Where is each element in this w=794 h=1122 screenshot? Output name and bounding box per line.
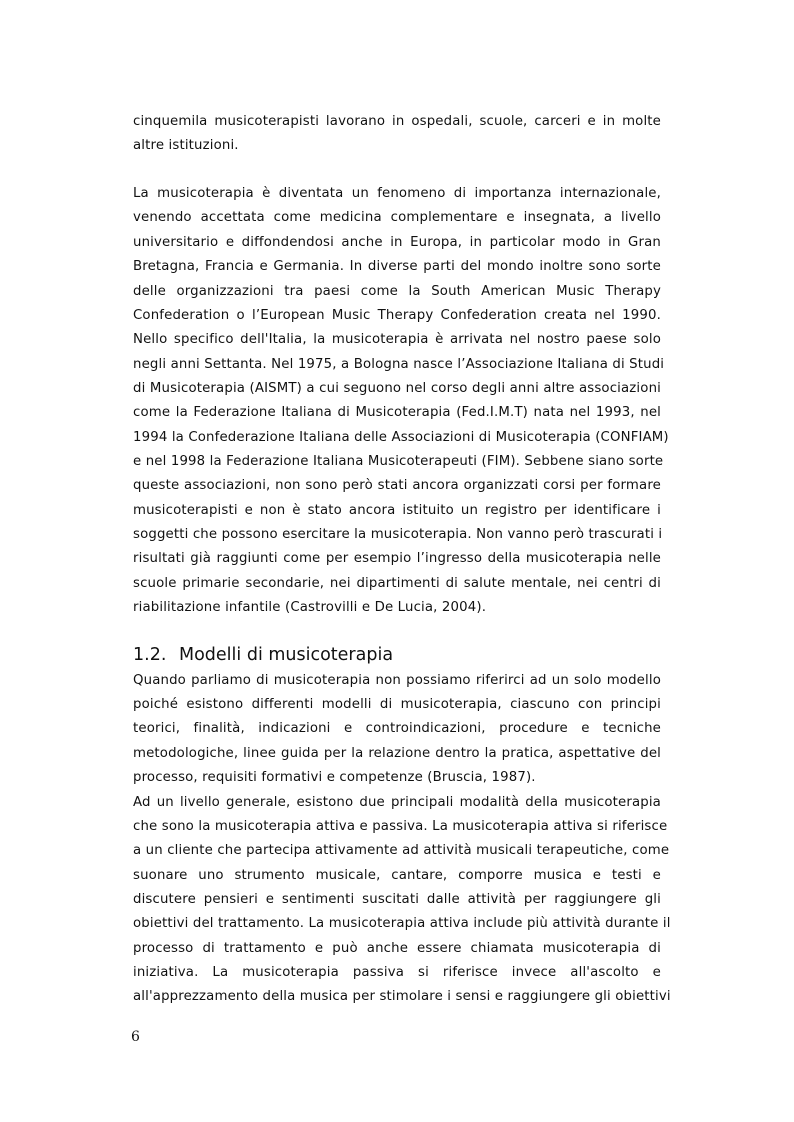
text-line: iniziativa. La musicoterapia passiva si riferisce invece all'ascolto e bbox=[133, 965, 661, 980]
page-number: 6 bbox=[131, 1029, 140, 1045]
text-line: universitario e diffondendosi anche in Europa, in particolar modo in Gran bbox=[133, 235, 661, 250]
text-line: cinquemila musicoterapisti lavorano in ospedali, scuole, carceri e in molte bbox=[133, 114, 661, 129]
text-line: all'apprezzamento della musica per stimolare i sensi e raggiungere gli obiettivi bbox=[133, 989, 671, 1004]
text-line: poiché esistono differenti modelli di musicoterapia, ciascuno con principi bbox=[133, 697, 661, 712]
text-line: e nel 1998 la Federazione Italiana Musicoterapeuti (FIM). Sebbene siano sorte bbox=[133, 454, 664, 469]
text-line: musicoterapisti e non è stato ancora istituito un registro per identificare i bbox=[133, 503, 661, 518]
text-line: a un cliente che partecipa attivamente ad attività musicali terapeutiche, come bbox=[133, 843, 670, 858]
text-line: che sono la musicoterapia attiva e passiva. La musicoterapia attiva si riferisce bbox=[133, 819, 668, 834]
text-line: Bretagna, Francia e Germania. In diverse parti del mondo inoltre sono sorte bbox=[133, 259, 661, 274]
text-line: Quando parliamo di musicoterapia non possiamo riferirci ad un solo modello bbox=[133, 673, 661, 688]
text-line: Confederation o l’European Music Therapy Confederation creata nel 1990. bbox=[133, 308, 661, 323]
text-line: suonare uno strumento musicale, cantare, comporre musica e testi e bbox=[133, 868, 661, 883]
text-line: altre istituzioni. bbox=[133, 138, 239, 153]
text-line: discutere pensieri e sentimenti suscitati dalle attività per raggiungere gli bbox=[133, 892, 661, 907]
text-line: 1994 la Confederazione Italiana delle Associazioni di Musicoterapia (CONFIAM) bbox=[133, 430, 669, 445]
text-line: processo, requisiti formativi e competenze (Bruscia, 1987). bbox=[133, 770, 536, 785]
text-line: risultati già raggiunti come per esempio l’ingresso della musicoterapia nelle bbox=[133, 551, 661, 566]
text-line: soggetti che possono esercitare la musicoterapia. Non vanno però trascurati i bbox=[133, 527, 663, 542]
text-line: riabilitazione infantile (Castrovilli e De Lucia, 2004). bbox=[133, 600, 487, 615]
text-line: Nello specifico dell'Italia, la musicoterapia è arrivata nel nostro paese solo bbox=[133, 332, 661, 347]
text-line: come la Federazione Italiana di Musicoterapia (Fed.I.M.T) nata nel 1993, nel bbox=[133, 405, 661, 420]
section-title: Modelli di musicoterapia bbox=[179, 645, 394, 665]
text-line: venendo accettata come medicina complementare e insegnata, a livello bbox=[133, 210, 661, 225]
text-line: di Musicoterapia (AISMT) a cui seguono nel corso degli anni altre associazioni bbox=[133, 381, 661, 396]
text-line: obiettivi del trattamento. La musicoterapia attiva include più attività durante il bbox=[133, 916, 671, 931]
text-line: scuole primarie secondarie, nei dipartimenti di salute mentale, nei centri di bbox=[133, 576, 661, 591]
section-heading bbox=[133, 644, 393, 666]
text-line: metodologiche, linee guida per la relazione dentro la pratica, aspettative del bbox=[133, 746, 661, 761]
text-line: La musicoterapia è diventata un fenomeno di importanza internazionale, bbox=[133, 186, 661, 201]
text-line: queste associazioni, non sono però stati ancora organizzati corsi per formare bbox=[133, 478, 661, 493]
text-line: processo di trattamento e può anche essere chiamata musicoterapia di bbox=[133, 941, 661, 956]
text-line: Ad un livello generale, esistono due principali modalità della musicoterapia bbox=[133, 795, 661, 810]
section-number: 1.2. bbox=[133, 645, 167, 665]
text-line: negli anni Settanta. Nel 1975, a Bologna nasce l’Associazione Italiana di Studi bbox=[133, 357, 665, 372]
text-line: teorici, finalità, indicazioni e controindicazioni, procedure e tecniche bbox=[133, 721, 661, 736]
text-line: delle organizzazioni tra paesi come la South American Music Therapy bbox=[133, 284, 661, 299]
